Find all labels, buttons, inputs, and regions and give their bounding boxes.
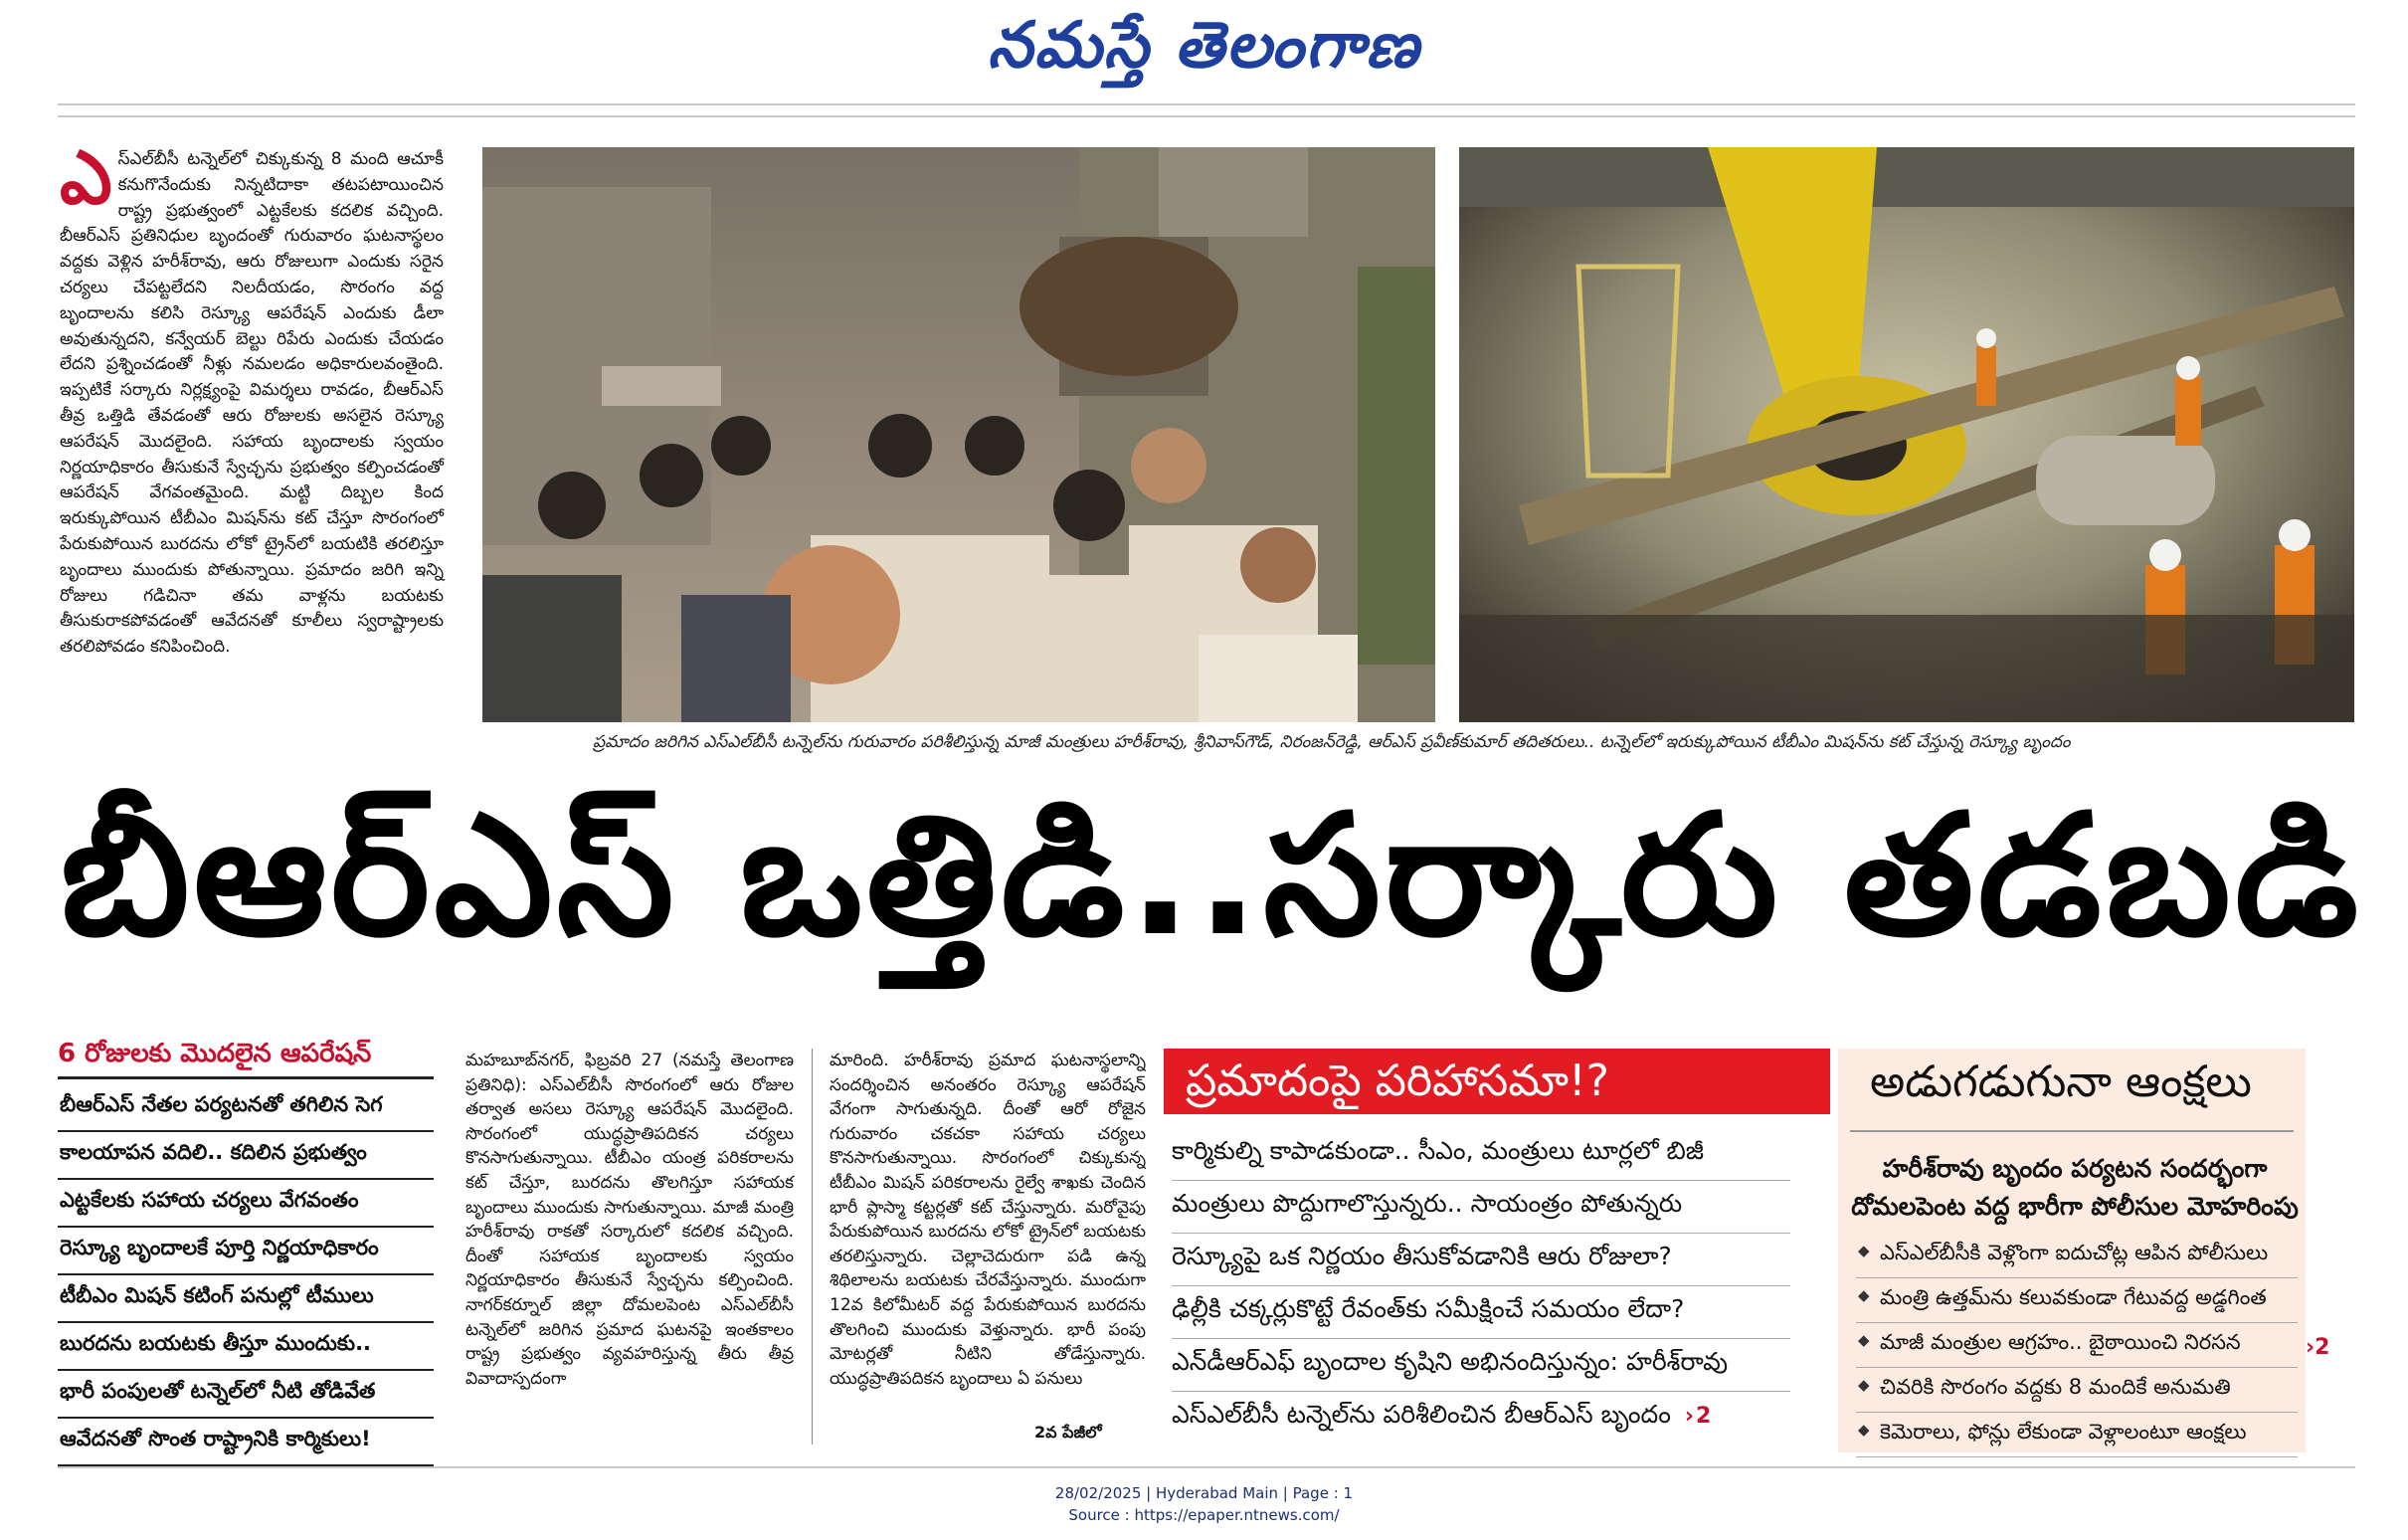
page-ref-icon: › bbox=[2306, 1335, 2315, 1360]
story-column-2: మారింది. హరీశ్‌రావు ప్రమాద ఘటనాస్థలాన్ని సందర్శించిన అనంతరం రెస్క్యూ ఆపరేషన్ వేగంగా సాగుతున్నది. దీంతో ఆరో రోజైన గురువారం చకచకా సహాయ చర్యలు కొనసాగుతున్నాయి. సొరంగంలో చిక్కుకున్న టీబీఎం మిషన్ పరికరాలను రైల్వే శాఖకు చెందిన భారీ ప్లాస్మా కట్టర్లతో కట్ చేస్తున్నారు. మరోవైపు పేరుకుపోయిన బురదను లోకో ట్రైన్‌లో బయటకు తరలిస్తున్నారు. చెల్లాచెదురుగా పడి ఉన్న శిథిలాలను బయటకు చేరవేస్తున్నారు. ముందుగా 12వ కిలోమీటర్ వద్ద పేరుకుపోయిన బురదను తొలగించి ముందుకు వెళ్తున్నారు. భారీ పంపు మోటర్లతో నీటిని తోడేస్తున్నారు. యుద్ధప్రాతిపదికన బృందాలు ఏ పనులు bbox=[830, 1051, 1146, 1389]
photo-leaders-at-tunnel bbox=[482, 147, 1435, 722]
satire-item: ఢిల్లీకి చక్కర్లుకొట్టే రేవంత్‌కు సమీక్షించే సమయం లేదా? bbox=[1172, 1286, 1790, 1339]
column-divider bbox=[812, 1049, 813, 1444]
satire-item: రెస్క్యూపై ఒక నిర్ణయం తీసుకోవడానికి ఆరు రోజులా? bbox=[1172, 1234, 1790, 1286]
restriction-item: ◆ చివరికి సొరంగం వద్దకు 8 మందికే అనుమతి bbox=[1856, 1368, 2298, 1413]
restriction-item: ◆ మాజీ మంత్రుల ఆగ్రహం.. బైఠాయించి నిరసన bbox=[1856, 1323, 2298, 1368]
lead-text: స్ఎల్‌బీసీ టన్నెల్‌లో చిక్కుకున్న 8 మంది ఆచూకీ కనుగొనేందుకు నిన్నటిదాకా తటపటాయించిన రాష్ట్ర ప్రభుత్వంలో ఎట్టకేలకు కదలిక వచ్చింది. బీఆర్‌ఎస్ ప్రతినిధుల బృందంతో గురువారం ఘటనాస్థలం వద్దకు వెళ్లిన హరీశ్‌రావు, ఆరు రోజులుగా ఎందుకు సరైన చర్యలు చేపట్టలేదని నిలదీయడం, సొరంగం వద్ద బృందాలను కలిసి రెస్క్యూ ఆపరేషన్ ఎందుకు డీలా అవుతున్నదని, కన్వేయర్ బెల్టు రిపేరు ఎందుకు చేయడం లేదని ప్రశ్నించడంతో నీళ్లు నమలడం అధికారులవంతైంది. ఇప్పటికే సర్కారు నిర్లక్ష్యంపై విమర్శలు రావడం, బీఆర్‌ఎస్ తీవ్ర ఒత్తిడి తేవడంతో ఆరు రోజులకు అసలైన రెస్క్యూ ఆపరేషన్ మొదలైంది. సహాయ బృందాలకు స్వయం నిర్ణయాధికారం తీసుకునే స్వేచ్ఛను ప్రభుత్వం కల్పించడంతో ఆపరేషన్ వేగవంతమైంది. మట్టి దిబ్బల కింద ఇరుక్కుపోయిన టీబీఎం మిషన్‌ను కట్ చేస్తూ సొరంగంలో పేరుకుపోయిన బురదను లోకో ట్రైన్‌లో బయటికి తరలిస్తూ బృందాలు ముందుకు పోతున్నాయి. ప్రమాదం జరిగి ఇన్ని రోజులు గడిచినా తమ వాళ్లను బయటకు తీసుకురాకపోవడంతో ఆవేదనతో కూలీలు స్వరాష్ట్రాలకు తరలిపోవడం కనిపించింది. bbox=[60, 149, 444, 658]
satire-item-text: ఎస్ఎల్‌బీసీ టన్నెల్‌ను పరిశీలించిన బీఆర్‌ఎస్ బృందం bbox=[1172, 1400, 1671, 1429]
satire-page-ref: 2 bbox=[1695, 1404, 1712, 1429]
sidebar-item: బురదను బయటకు తీస్తూ ముందుకు.. bbox=[58, 1323, 434, 1371]
masthead-logo: నమస్తే తెలంగాణ bbox=[987, 8, 1421, 83]
restriction-item: ◆ కెమెరాలు, ఫోన్లు లేకుండా వెళ్లాలంటూ ఆంక్షలు bbox=[1856, 1413, 2298, 1457]
photo-tunnel-svg bbox=[1459, 147, 2354, 722]
sidebar-item: రెస్క్యూ బృందాలకే పూర్తి నిర్ణయాధికారం bbox=[58, 1228, 434, 1275]
restriction-item: ◆ మంత్రి ఉత్తమ్‌ను కలువకుండా గేటువద్ద అడ్డగింత bbox=[1856, 1278, 2298, 1323]
satire-item: ఎన్‌డీఆర్ఎఫ్ బృందాల కృషిని అభినందిస్తున్నం: హరీశ్‌రావు bbox=[1172, 1339, 1790, 1392]
satire-list bbox=[1172, 1128, 1790, 1444]
footer-date-line: 28/02/2025 | Hyderabad Main | Page : 1 bbox=[1054, 1484, 1354, 1502]
drop-cap: ఎ bbox=[60, 135, 112, 221]
sidebar-rule bbox=[58, 1076, 434, 1079]
continue-label: 2వ పేజీలో bbox=[1034, 1423, 1102, 1442]
sidebar-title: 6 రోజులకు మొదలైన ఆపరేషన్ bbox=[58, 1039, 372, 1068]
masthead-rule bbox=[58, 103, 2355, 105]
restrictions-page-number: 2 bbox=[2315, 1335, 2330, 1360]
main-headline: బీఆర్‌ఎస్ ఒత్తిడి..సర్కారు తడబడి bbox=[60, 778, 2363, 973]
sidebar-item: భారీ పంపులతో టన్నెల్‌లో నీటి తోడివేత bbox=[58, 1371, 434, 1419]
restrictions-list bbox=[1856, 1234, 2298, 1457]
satire-box-title: ప్రమాదంపై పరిహాసమా!? bbox=[1164, 1049, 1830, 1114]
lead-story bbox=[60, 135, 444, 661]
satire-item: మంత్రులు పొద్దుగాలొస్తున్నరు.. సాయంత్రం పోతున్నరు bbox=[1172, 1181, 1790, 1234]
sidebar-item: ఎట్టకేలకు సహాయ చర్యలు వేగవంతం bbox=[58, 1180, 434, 1228]
sidebar-item: బీఆర్‌ఎస్ నేతల పర్యటనతో తగిలిన సెగ bbox=[58, 1084, 434, 1132]
photo-leaders-svg bbox=[482, 147, 1435, 722]
photo-tunnel-rescue bbox=[1459, 147, 2354, 722]
sidebar-list bbox=[58, 1084, 434, 1466]
restrictions-title: అడుగడుగునా ఆంక్షలు bbox=[1870, 1057, 2252, 1107]
footer-source-line: Source : https://epaper.ntnews.com/ bbox=[1068, 1506, 1340, 1524]
story-column-1: మహబూబ్‌నగర్, ఫిబ్రవరి 27 (నమస్తే తెలంగాణ ప్రతినిధి): ఎస్ఎల్‌బీసీ సొరంగంలో ఆరు రోజుల తర్వాత అసలు రెస్క్యూ ఆపరేషన్ మొదలైంది. సొరంగంలో యుద్ధప్రాతిపదికన చర్యలు కొనసాగుతున్నాయి. టీబీఎం యంత్ర పరికరాలను కట్ చేస్తూ, బురదను తొలగిస్తూ సహాయక బృందాలు ముందుకు సాగుతున్నాయి. మాజీ మంత్రి హరీశ్‌రావు రాకతో సర్కారులో కదలిక వచ్చింది. దీంతో సహాయక బృందాలకు స్వయం నిర్ణయాధికారం తీసుకునే స్వేచ్ఛను కల్పించింది. నాగర్‌కర్నూల్ జిల్లా దోమలపెంట ఎస్ఎల్‌బీసీ టన్నెల్‌లో జరిగిన ప్రమాద ఘటనపై ఇంతకాలం రాష్ట్ర ప్రభుత్వం వ్యవహరిస్తున్న తీరు తీవ్ర వివాదాస్పదంగా bbox=[465, 1051, 794, 1389]
photo-caption: ప్రమాదం జరిగిన ఎస్ఎల్‌బీసీ టన్నెల్‌ను గురువారం పరిశీలిస్తున్న మాజీ మంత్రులు హరీశ్‌రావు, శ్రీనివాస్‌గౌడ్, నిరంజన్‌రెడ్డి, ఆర్‌ఎస్ ప్రవీణ్‌కుమార్ తదితరులు.. టన్నెల్‌లో ఇరుక్కుపోయిన టీబీఎం మిషన్‌ను కట్ చేస్తున్న రెస్క్యూ బృందం bbox=[593, 732, 2071, 752]
restrictions-rule bbox=[1850, 1130, 2294, 1132]
footer-rule bbox=[58, 1466, 2355, 1468]
page-ref-icon: › bbox=[1684, 1404, 1694, 1429]
satire-item bbox=[1172, 1392, 1790, 1444]
restrictions-subtitle: హరీశ్‌రావు బృందం పర్యటన సందర్భంగా దోమలపెంట వద్ద భారీగా పోలీసుల మోహరింపు bbox=[1851, 1154, 2299, 1221]
sidebar-item: ఆవేదనతో సొంత రాష్ట్రానికి కార్మికులు! bbox=[58, 1419, 434, 1466]
masthead-rule-lower bbox=[58, 115, 2355, 117]
sidebar-item: కాలయాపన వదిలి.. కదిలిన ప్రభుత్వం bbox=[58, 1132, 434, 1180]
satire-item: కార్మికుల్ని కాపాడకుండా.. సీఎం, మంత్రులు టూర్లలో బిజీ bbox=[1172, 1128, 1790, 1181]
sidebar-item: టీబీఎం మిషన్ కటింగ్ పనుల్లో టీములు bbox=[58, 1275, 434, 1323]
restriction-item: ◆ ఎస్ఎల్‌బీసీకి వెళ్లొంగా ఐదుచోట్ల ఆపిన పోలీసులు bbox=[1856, 1234, 2298, 1278]
restrictions-page-ref bbox=[2306, 1335, 2329, 1360]
